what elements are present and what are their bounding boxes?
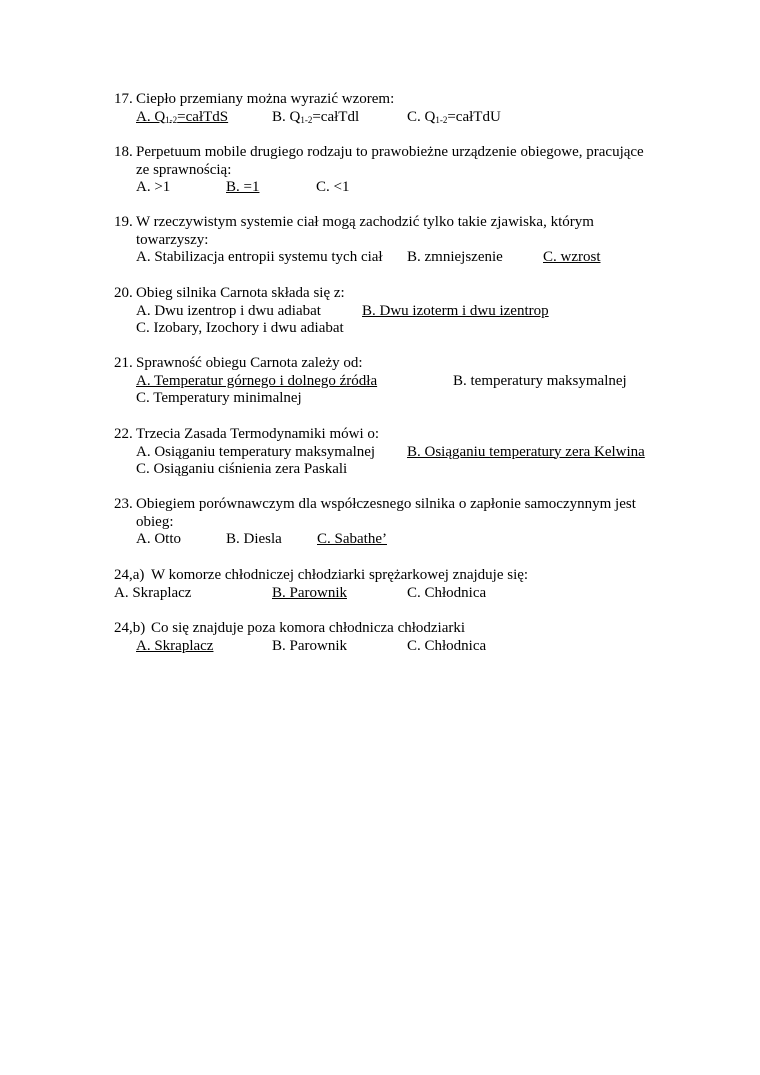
answer-option-a: A. Stabilizacja entropii systemu tych ciał — [136, 249, 383, 266]
question-19 — [114, 214, 674, 267]
question-20 — [114, 285, 674, 338]
question-17 — [114, 91, 674, 126]
answer-option-b: B. Parownik — [272, 637, 347, 654]
answer-option-c-correct: C. wzrost — [543, 249, 601, 266]
question-23 — [114, 496, 674, 549]
question-text: W komorze chłodniczej chłodziarki sprężarkowej znajduje się: — [151, 567, 529, 583]
answer-option-a-correct: A. $Q_{1-2}=całTdS$ — [136, 108, 229, 125]
question-24a — [114, 567, 674, 602]
answer-option-c-correct: C. Sabathe’ — [317, 531, 387, 548]
question-text: Ciepło przemiany można wyrazić wzorem: — [136, 91, 395, 107]
answer-option-a: A. Osiąganiu temperatury maksymalnej — [136, 443, 376, 460]
answer-option-b-correct: B. Dwu izoterm i dwu izentrop — [362, 302, 549, 319]
answer-option-b: B. Diesla — [226, 531, 282, 548]
question-21 — [114, 355, 674, 408]
question-text: Obieg silnika Carnota składa się z: — [136, 285, 345, 301]
question-22 — [114, 426, 674, 479]
answer-option-c: C. Osiąganiu ciśnienia zera Paskali — [136, 461, 348, 478]
question-number: 21. — [114, 355, 133, 371]
question-number: 23. — [114, 496, 133, 512]
answer-option-a: A. Dwu izentrop i dwu adiabat — [136, 302, 321, 319]
question-number: 22. — [114, 426, 133, 442]
answer-option-a-correct: A. Temperatur górnego i dolnego źródła — [136, 372, 378, 389]
answer-option-c: C. <1 — [316, 179, 350, 196]
question-text: Obiegiem porównawczym dla współczesnego silnika o zapłonie samoczynnym jest — [136, 496, 636, 512]
answer-option-b-correct: B. Parownik — [272, 584, 347, 601]
answer-option-c: C. Temperatury minimalnej — [136, 390, 302, 407]
question-24b — [114, 620, 674, 655]
answer-option-b: B. temperatury maksymalnej — [453, 372, 627, 389]
question-text: Perpetuum mobile drugiego rodzaju to prawobieżne urządzenie obiegowe, pracujące — [136, 144, 644, 160]
answer-option-a: A. Skraplacz — [114, 584, 192, 601]
answer-option-a: A. >1 — [136, 179, 171, 196]
question-text: Trzecia Zasada Termodynamiki mówi o: — [136, 426, 380, 442]
question-text: Sprawność obiegu Carnota zależy od: — [136, 355, 363, 371]
question-text-continued: obieg: — [136, 513, 174, 530]
question-number: 18. — [114, 144, 133, 160]
question-text: Co się znajduje poza komora chłodnicza chłodziarki — [151, 620, 466, 636]
question-text-continued: ze sprawnością: — [136, 161, 232, 178]
answer-option-b: B. $Q_{1-2}=całTdl$ — [272, 108, 360, 125]
answer-option-a-correct: A. Skraplacz — [136, 637, 214, 654]
question-number: 19. — [114, 214, 133, 230]
answer-option-b: B. zmniejszenie — [407, 249, 503, 266]
answer-option-b-correct: B. =1 — [226, 179, 260, 196]
question-text: W rzeczywistym systemie ciał mogą zachodzić tylko takie zjawiska, którym — [136, 214, 594, 230]
question-text-continued: towarzyszy: — [136, 231, 209, 248]
question-number: 24,a) — [114, 567, 145, 583]
answer-option-a: A. Otto — [136, 531, 181, 548]
answer-option-b-correct: B. Osiąganiu temperatury zera Kelwina — [407, 443, 645, 460]
question-number: 24,b) — [114, 620, 146, 636]
question-number: 20. — [114, 285, 133, 301]
answer-option-c: C. Izobary, Izochory i dwu adiabat — [136, 320, 344, 337]
question-number: 17. — [114, 91, 133, 107]
answer-option-c: C. $Q_{1-2}=całTdU$ — [407, 108, 501, 125]
question-18 — [114, 144, 674, 197]
answer-option-c: C. Chłodnica — [407, 637, 487, 654]
answer-option-c: C. Chłodnica — [407, 584, 487, 601]
